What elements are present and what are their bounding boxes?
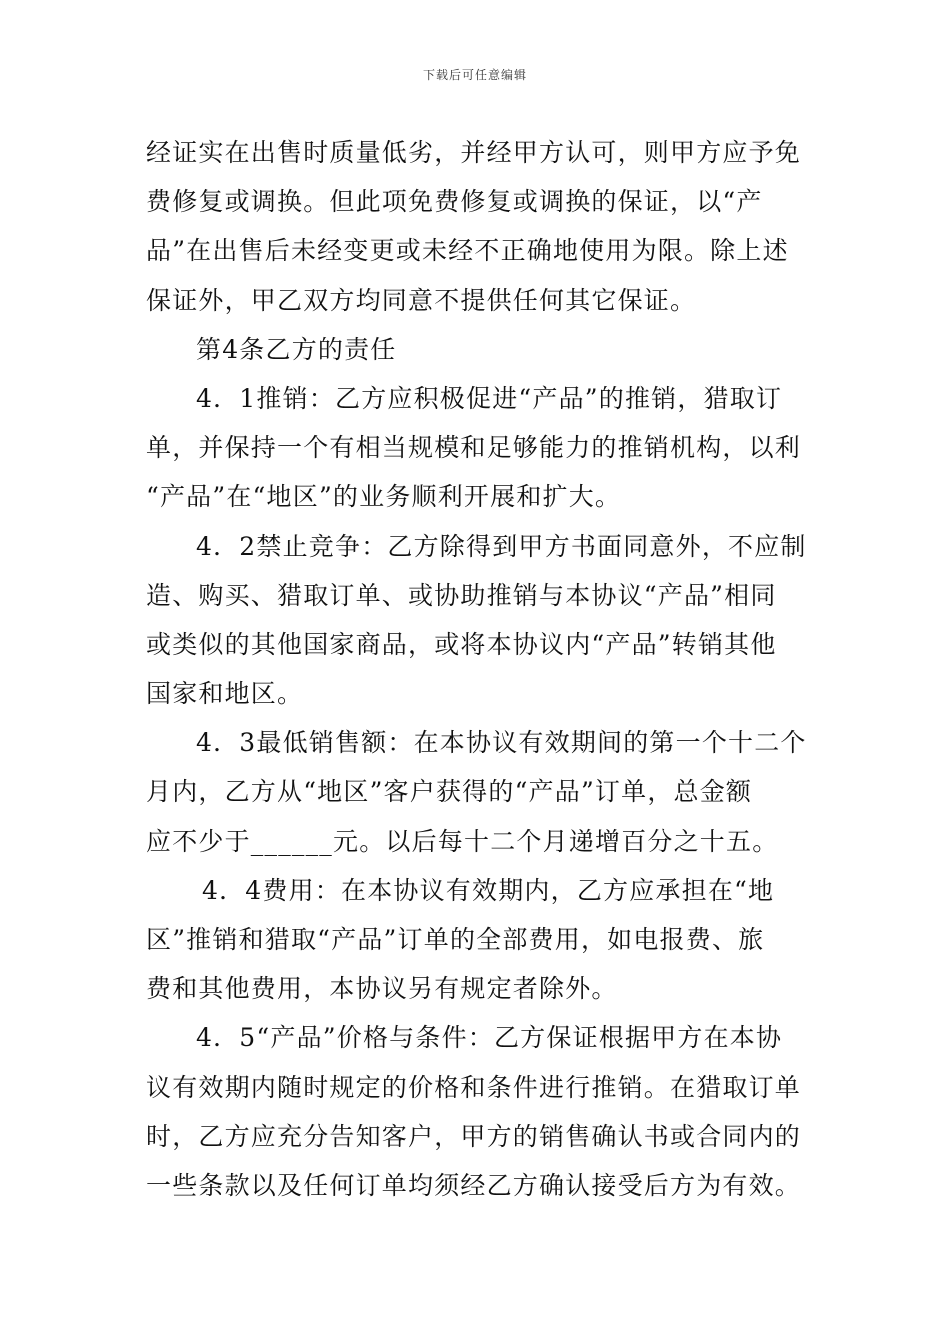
clause-4-4-start: 4．4费用：在本协议有效期内，乙方应承担在“地	[202, 875, 775, 905]
clause-4-1-start: 4．1推销：乙方应积极促进“产品”的推销，猎取订	[196, 383, 783, 413]
page-header-note: 下载后可任意编辑	[422, 68, 527, 82]
body-line: 保证外，甲乙双方均同意不提供任何其它保证。	[146, 285, 697, 315]
body-line: 一些条款以及任何订单均须经乙方确认接受后方为有效。	[146, 1170, 802, 1200]
clause-4-2-start: 4．2禁止竞争：乙方除得到甲方书面同意外，不应制	[196, 531, 807, 561]
body-line: 经证实在出售时质量低劣，并经甲方认可，则甲方应予免	[146, 138, 802, 167]
clause-4-5-start: 4．5“产品”价格与条件：乙方保证根据甲方在本协	[196, 1023, 783, 1053]
document-body	[146, 128, 806, 1210]
body-line: 议有效期内随时规定的价格和条件进行推销。在猎取订单	[146, 1072, 802, 1102]
clause-4-3-start: 4．3最低销售额：在本协议有效期间的第一个十二个	[196, 728, 807, 758]
body-line: 应不少于______元。以后每十二个月递增百分之十五。	[146, 826, 779, 856]
body-line: 造、购买、猎取订单、或协助推销与本协议“产品”相同	[146, 580, 777, 610]
body-line: 费修复或调换。但此项免费修复或调换的保证，以“产	[146, 187, 763, 217]
body-line: 月内，乙方从“地区”客户获得的“产品”订单，总金额	[146, 777, 753, 807]
body-line: 时，乙方应充分告知客户，甲方的销售确认书或合同内的	[146, 1121, 802, 1151]
body-line: 区”推销和猎取“产品”订单的全部费用，如电报费、旅	[146, 925, 765, 954]
section-heading: 第4条乙方的责任	[196, 334, 397, 364]
body-line: 品”在出售后未经变更或未经不正确地使用为限。除上述	[146, 236, 789, 266]
body-line: 或类似的其他国家商品，或将本协议内“产品”转销其他	[146, 629, 777, 659]
body-line: 费和其他费用，本协议另有规定者除外。	[146, 974, 618, 1004]
body-line: “产品”在“地区”的业务顺利开展和扩大。	[146, 482, 622, 512]
body-line: 单，并保持一个有相当规模和足够能力的推销机构，以利	[146, 433, 802, 463]
body-line: 国家和地区。	[146, 679, 304, 709]
